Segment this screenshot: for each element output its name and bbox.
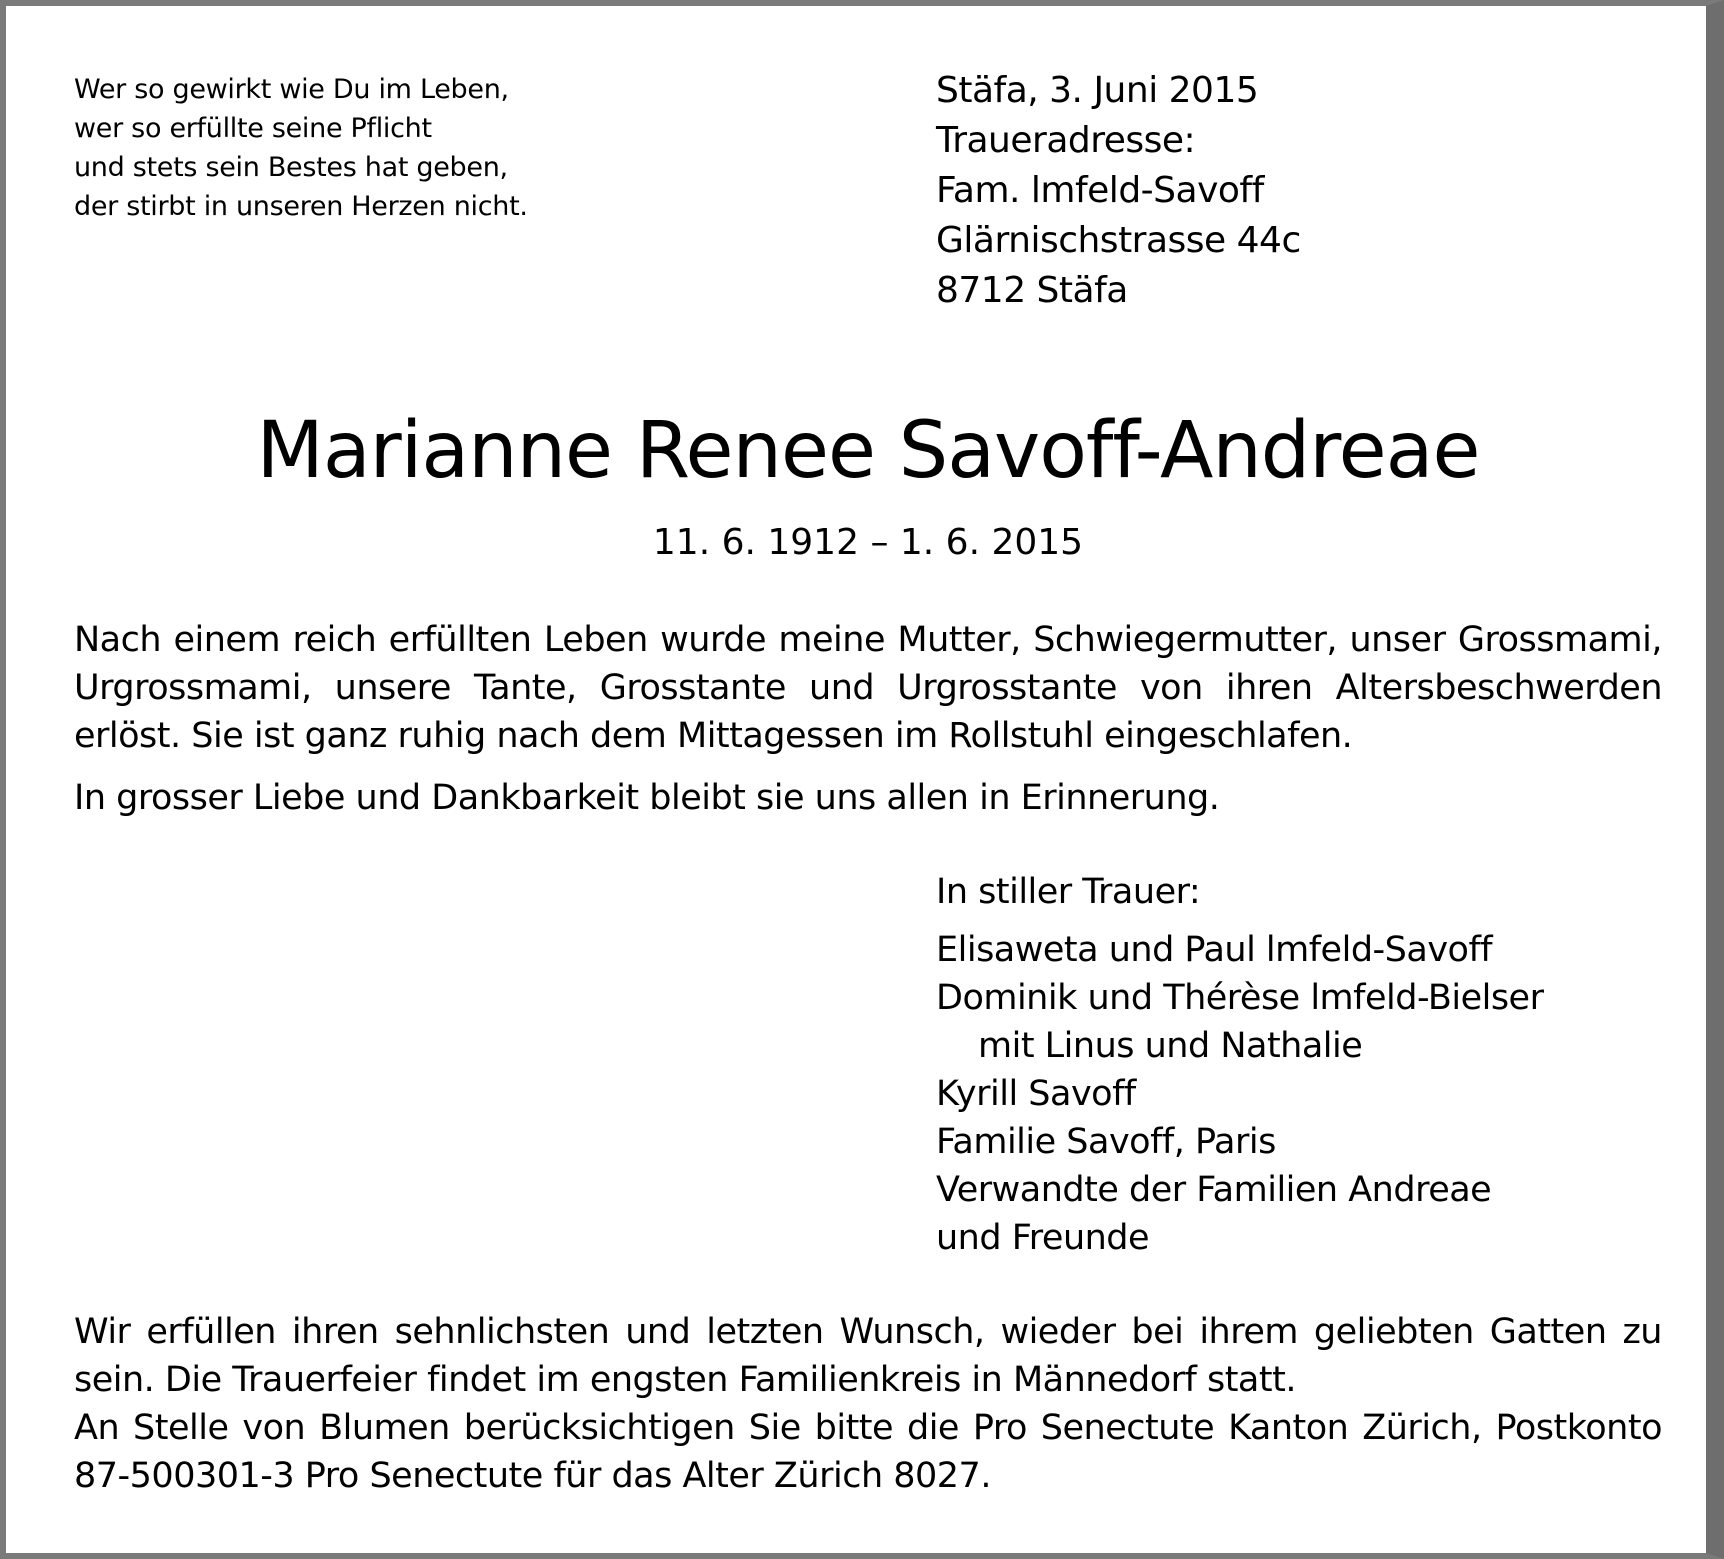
place-and-date: Stäfa, 3. Juni 2015 <box>936 70 1259 111</box>
life-dates: 11. 6. 1912 – 1. 6. 2015 <box>652 522 1084 563</box>
deceased-name: Marianne Renee Savoff-Andreae <box>256 406 1480 496</box>
mourner-entry: und Freunde <box>936 1218 1150 1258</box>
memorial-poem <box>74 70 528 226</box>
poem-line: wer so erfüllte seine Pflicht <box>74 113 432 144</box>
donation-paragraph: An Stelle von Blumen berücksichtigen Sie bitte die Pro Senectute Kanton Zürich, Postkonto 87-500301-3 Pro Senectute für das Alter Zürich 8027. <box>74 1408 1662 1496</box>
mourner-entry: Dominik und Thérèse lmfeld-Bielser <box>936 978 1544 1018</box>
mourner-entry: Kyrill Savoff <box>936 1074 1136 1114</box>
poem-line: der stirbt in unseren Herzen nicht. <box>74 191 528 222</box>
poem-line: und stets sein Bestes hat geben, <box>74 152 508 183</box>
poem-line: Wer so gewirkt wie Du im Leben, <box>74 74 509 105</box>
funeral-paragraph: Wir erfüllen ihren sehnlichsten und letzten Wunsch, wieder bei ihrem geliebten Gatten zu sein. Die Trauerfeier findet im engsten Familienkreis in Männedorf statt. <box>74 1312 1662 1400</box>
mourner-entry: Elisaweta und Paul lmfeld-Savoff <box>936 930 1493 970</box>
address-city: 8712 Stäfa <box>936 270 1128 311</box>
address-street: Glärnischstrasse 44c <box>936 220 1301 261</box>
address-family: Fam. lmfeld-Savoff <box>936 170 1264 211</box>
mourners-heading: In stiller Trauer: <box>936 872 1201 912</box>
mourner-entry: Familie Savoff, Paris <box>936 1122 1276 1162</box>
mourner-entry: mit Linus und Nathalie <box>978 1026 1363 1066</box>
mourner-entry: Verwandte der Familien Andreae <box>936 1170 1492 1210</box>
mourning-address-block <box>936 66 1301 316</box>
announcement-paragraph: Nach einem reich erfüllten Leben wurde meine Mutter, Schwiegermutter, unser Grossmami, Urgrossmami, unsere Tante, Grosstante und Urgrosstante von ihren Altersbeschwerden erlöst. Sie ist ganz ruhig nach dem Mittagessen im Rollstuhl eingeschlafen. <box>74 620 1662 756</box>
remembrance-paragraph: In grosser Liebe und Dankbarkeit bleibt sie uns allen in Erinnerung. <box>74 778 1220 818</box>
address-label: Traueradresse: <box>936 120 1196 161</box>
mourners-list <box>936 868 1543 1262</box>
